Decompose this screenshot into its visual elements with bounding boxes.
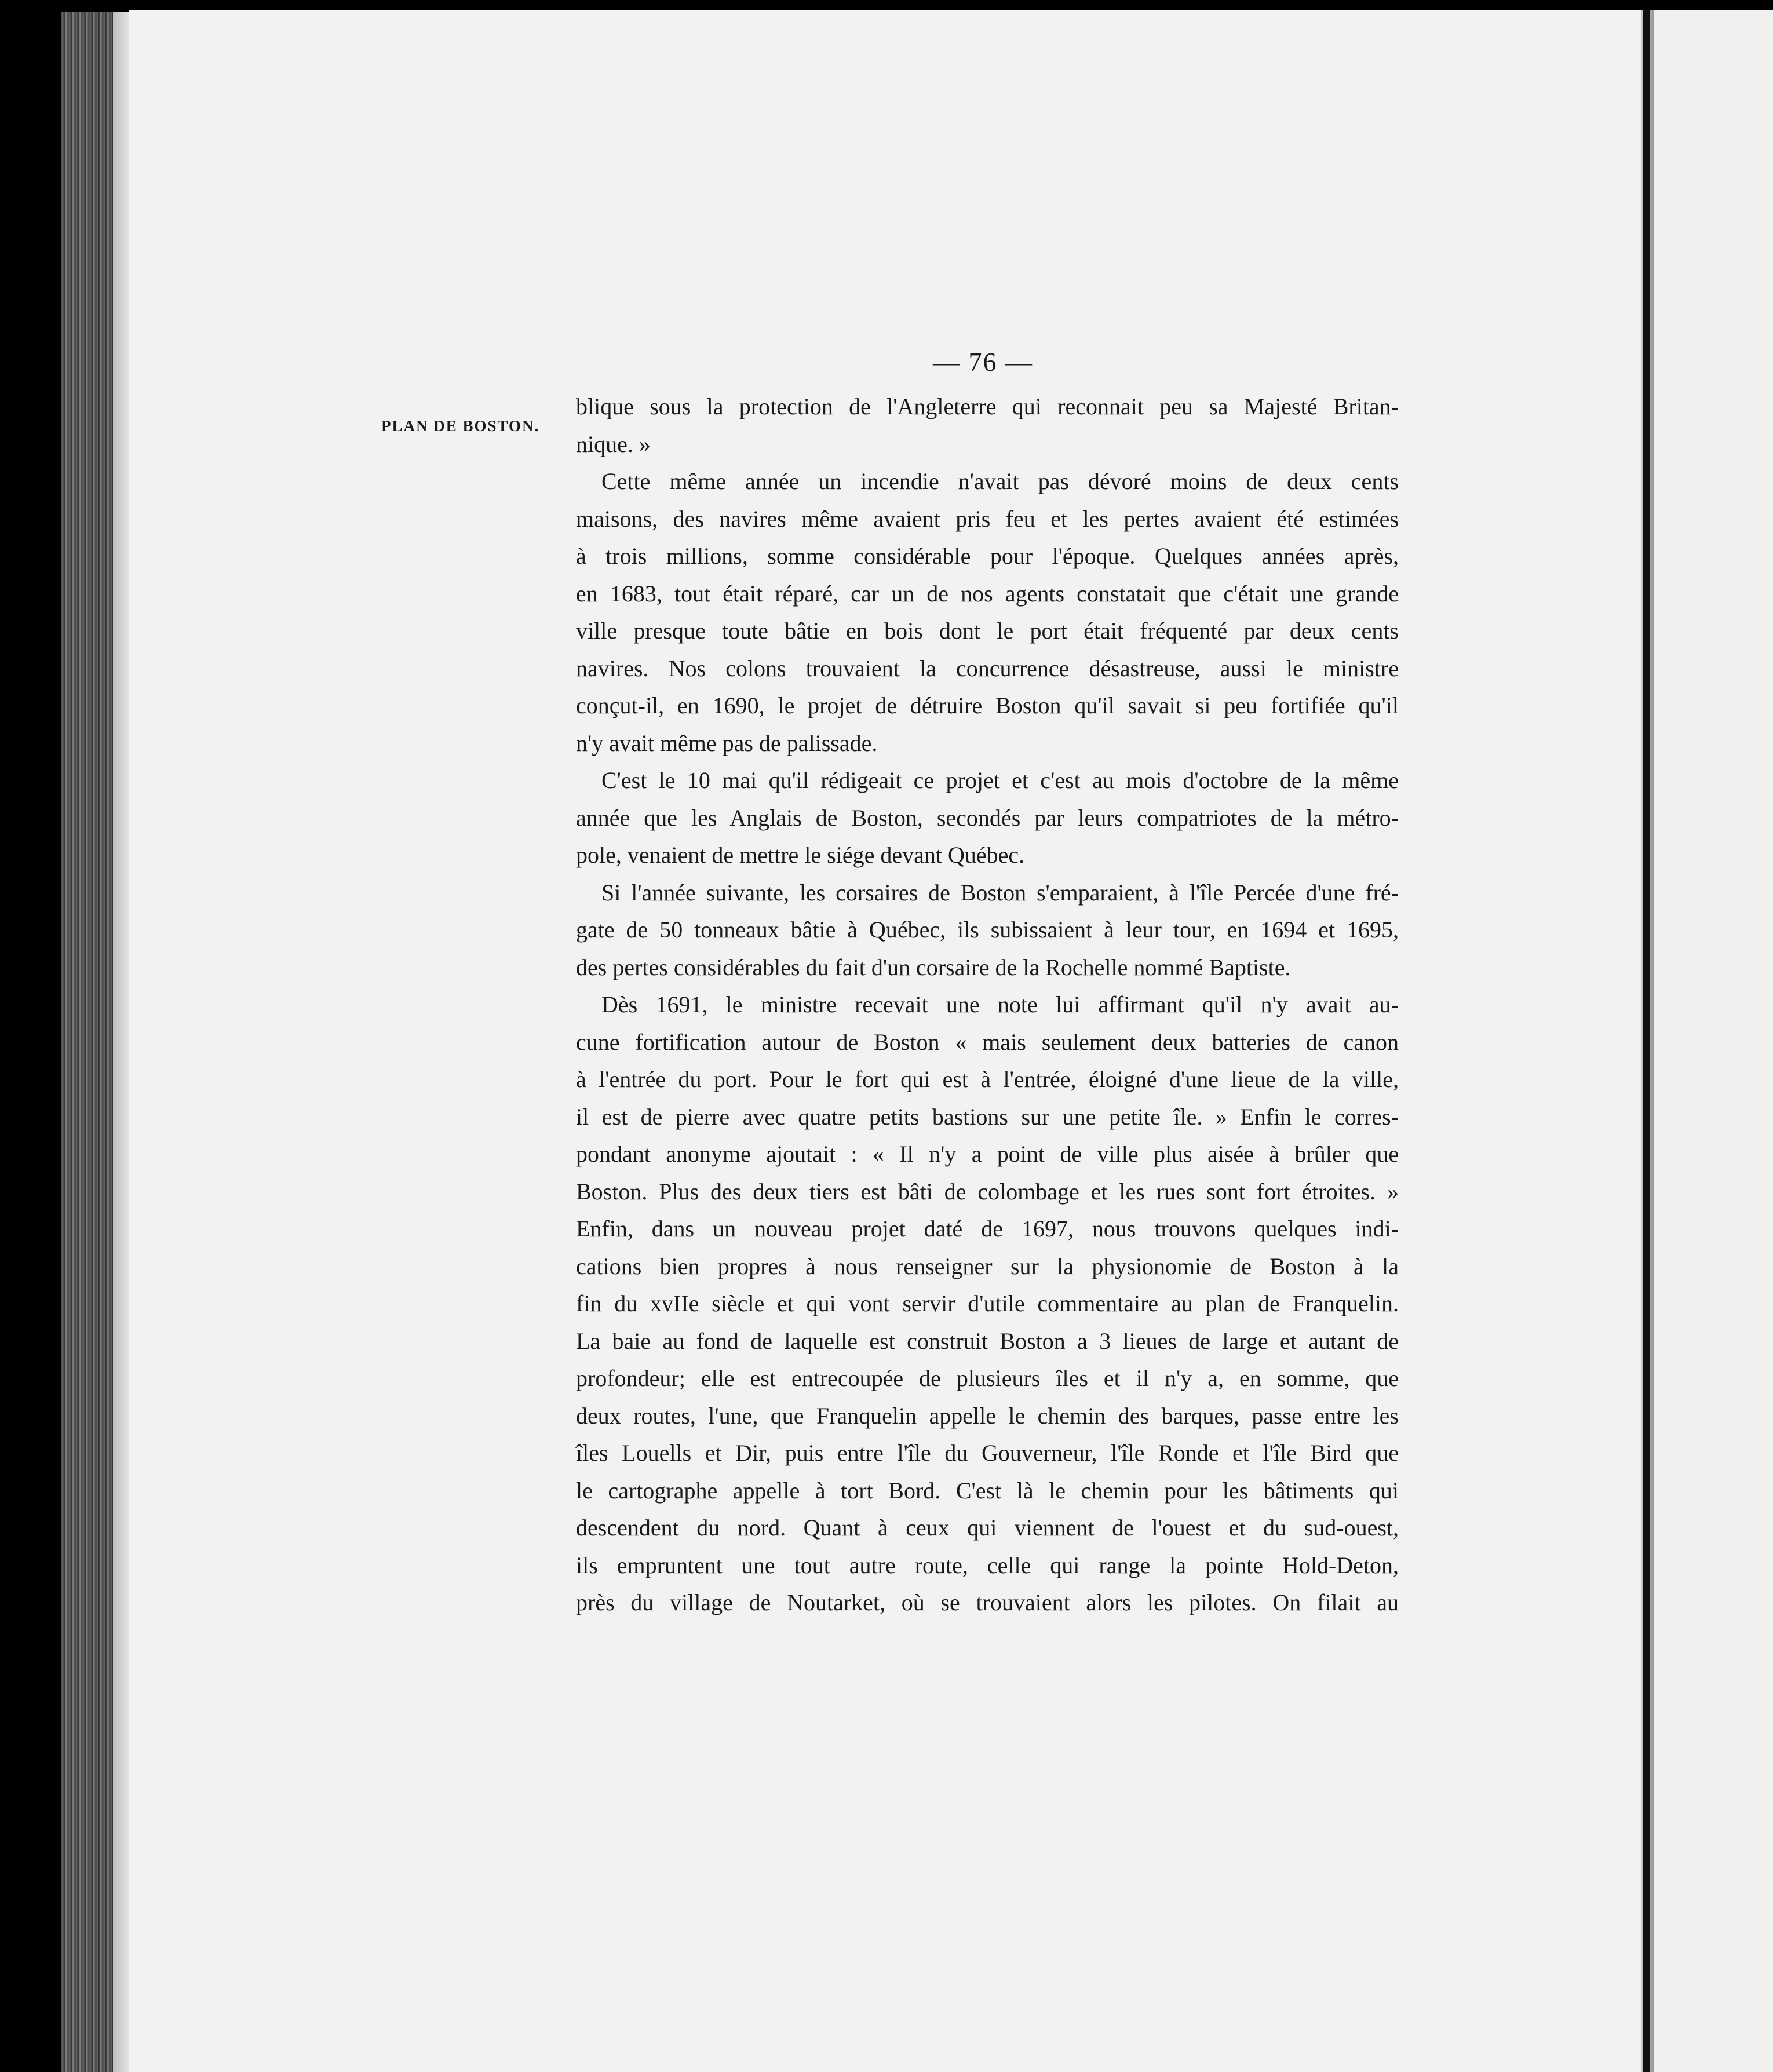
gutter-shadow — [1643, 10, 1650, 2072]
text-line: pole, venaient de mettre le siége devant Québec. — [576, 842, 1025, 868]
text-line: ville presque toute bâtie en bois dont le port était fréquenté par deux cents — [576, 618, 1399, 644]
text-line: des pertes considérables du fait d'un corsaire de la Rochelle nommé Baptiste. — [576, 954, 1291, 980]
text-line: profondeur; elle est entrecoupée de plusieurs îles et il n'y a, en somme, que — [576, 1365, 1399, 1391]
text-line: deux routes, l'une, que Franquelin appelle le chemin des barques, passe entre les — [576, 1402, 1399, 1429]
book-edge-highlight — [113, 12, 129, 2072]
paragraph — [576, 388, 1399, 463]
facing-page-edge — [1654, 10, 1773, 2072]
paragraph — [576, 463, 1399, 762]
text-line: près du village de Noutarket, où se trouvaient alors les pilotes. On filait au — [576, 1589, 1399, 1615]
text-line: C'est le 10 mai qu'il rédigeait ce projet et c'est au mois d'octobre de la même — [601, 767, 1399, 793]
text-line: à trois millions, somme considérable pour l'époque. Quelques années après, — [576, 543, 1399, 569]
text-line: Cette même année un incendie n'avait pas dévoré moins de deux cents — [601, 468, 1399, 494]
text-line: Si l'année suivante, les corsaires de Boston s'emparaient, à l'île Percée d'une fré- — [601, 879, 1399, 906]
text-line: Dès 1691, le ministre recevait une note lui affirmant qu'il n'y avait au- — [601, 991, 1399, 1017]
paragraph — [576, 986, 1399, 1622]
scan-top-border — [0, 0, 1773, 10]
text-line: conçut-il, en 1690, le projet de détruire Boston qu'il savait si peu fortifiée qu'il — [576, 692, 1399, 718]
text-line: cations bien propres à nous renseigner sur la physionomie de Boston à la — [576, 1253, 1399, 1279]
text-line: nique. » — [576, 431, 651, 457]
body-text — [576, 388, 1399, 1622]
text-line: fin du xvIIe siècle et qui vont servir d'utile commentaire au plan de Franquelin. — [576, 1290, 1399, 1316]
text-line: il est de pierre avec quatre petits bastions sur une petite île. » Enfin le corres- — [576, 1103, 1399, 1130]
text-line: îles Louells et Dir, puis entre l'île du Gouverneur, l'île Ronde et l'île Bird que — [576, 1440, 1399, 1466]
paragraph — [576, 874, 1399, 987]
text-line: Enfin, dans un nouveau projet daté de 1697, nous trouvons quelques indi- — [576, 1216, 1399, 1242]
margin-note: PLAN DE BOSTON. — [381, 417, 540, 435]
text-line: La baie au fond de laquelle est construit Boston a 3 lieues de large et autant de — [576, 1327, 1399, 1354]
text-line: année que les Anglais de Boston, secondés par leurs compatriotes de la métro- — [576, 804, 1399, 831]
text-line: navires. Nos colons trouvaient la concurrence désastreuse, aussi le ministre — [576, 655, 1399, 681]
text-line: blique sous la protection de l'Angleterre qui reconnait peu sa Majesté Britan- — [576, 393, 1399, 419]
text-line: maisons, des navires même avaient pris feu et les pertes avaient été estimées — [576, 505, 1399, 532]
text-line: en 1683, tout était réparé, car un de nos agents constatait que c'était une grande — [576, 580, 1399, 607]
text-line: descendent du nord. Quant à ceux qui viennent de l'ouest et du sud-ouest, — [576, 1515, 1399, 1541]
text-line: Boston. Plus des deux tiers est bâti de colombage et les rues sont fort étroites. » — [576, 1178, 1399, 1205]
text-line: cune fortification autour de Boston « mais seulement deux batteries de canon — [576, 1028, 1399, 1055]
text-line: pondant anonyme ajoutait : « Il n'y a point de ville plus aisée à brûler que — [576, 1141, 1399, 1167]
text-line: le cartographe appelle à tort Bord. C'est là le chemin pour les bâtiments qui — [576, 1477, 1399, 1504]
text-line: n'y avait même pas de palissade. — [576, 729, 878, 756]
paragraph — [576, 762, 1399, 874]
text-line: ils empruntent une tout autre route, celle qui range la pointe Hold-Deton, — [576, 1552, 1399, 1578]
page-number: — 76 — — [933, 347, 1033, 377]
text-line: gate de 50 tonneaux bâtie à Québec, ils subissaient à leur tour, en 1694 et 1695, — [576, 917, 1399, 943]
text-line: à l'entrée du port. Pour le fort qui est à l'entrée, éloigné d'une lieue de la ville, — [576, 1066, 1399, 1092]
